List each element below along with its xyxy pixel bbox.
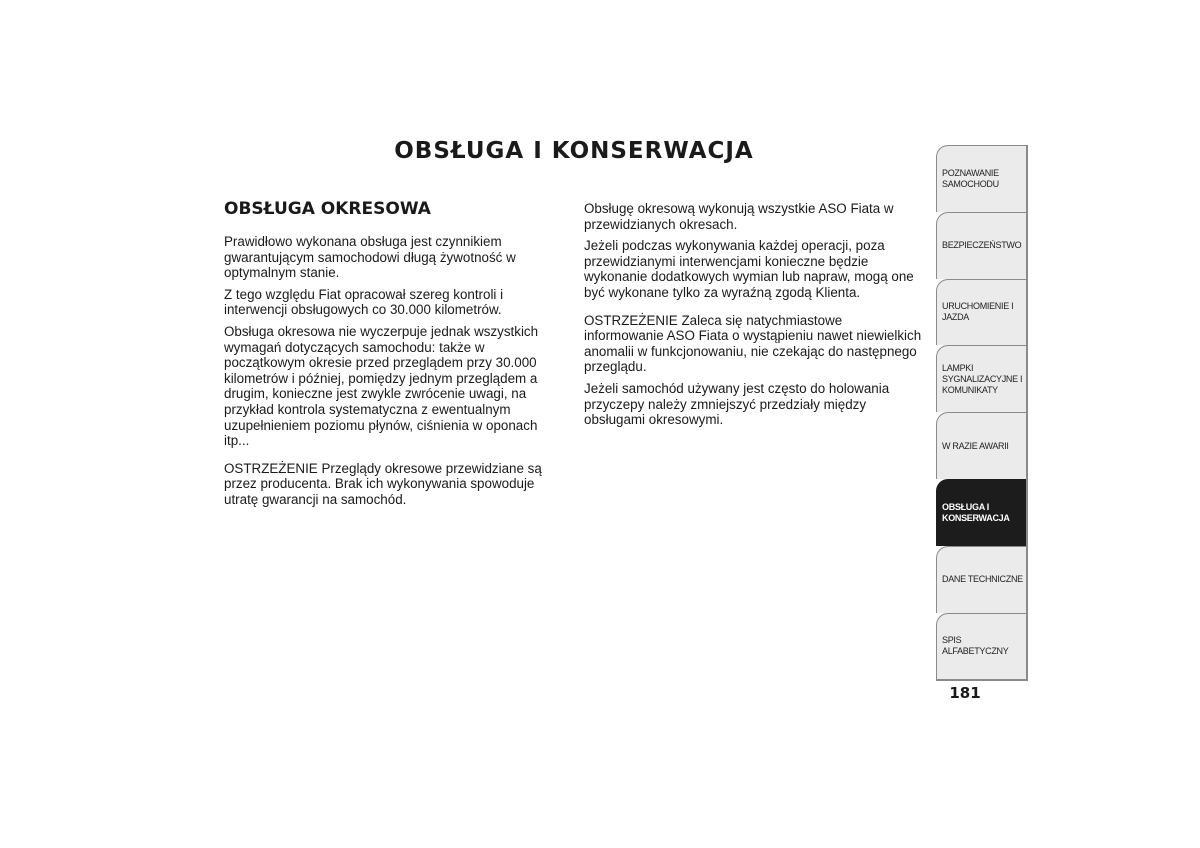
tab-label: URUCHOMIENIE I JAZDA [942,301,1014,323]
paragraph: Obsługę okresową wykonują wszystkie ASO Fiata w przewidzianych okresach. [584,201,894,232]
tab-w-razie-awarii[interactable] [936,412,1027,479]
chapter-title: OBSŁUGA I KONSERWACJA [394,138,754,164]
warning-paragraph: OSTRZEŻENIE Przeglądy okresowe przewidziane są przez producenta. Brak ich wykonywania spowoduje utratę gwarancji na samochód. [224,460,542,507]
tab-lampki-sygnalizacyjne[interactable] [936,345,1027,412]
chapter-tabs [936,145,1027,679]
tab-label: DANE TECHNICZNE [942,574,1023,585]
tab-label: POZNAWANIE SAMOCHODU [942,167,999,189]
tabs-right-border [1026,145,1028,680]
tab-bezpieczenstwo[interactable] [936,212,1027,279]
left-column [224,198,562,514]
tab-obsluga-i-konserwacja[interactable] [936,479,1027,546]
tab-label: OBSŁUGA I KONSERWACJA [942,501,1010,523]
tab-label: W RAZIE AWARII [942,440,1009,451]
paragraph: Obsługa okresowa nie wyczerpuje jednak wszystkich wymagań dotyczących samochodu: także w początkowym okresie przed przeglądem przy 30.000 kilometrów i później, pomiędzy jednym przeglądem a drugim, konieczne jest zwykle zwrócenie uwagi, na przykład kontrola systematyczna z ewentualnym uzupełnieniem poziomu płynów, ciśnienia w oponach itp... [224,323,539,449]
paragraph: Prawidłowo wykonana obsługa jest czynnikiem gwarantującym samochodowi długą żywotność w optymalnym stanie. [224,234,516,281]
tab-spis-alfabetyczny[interactable] [936,613,1027,680]
tab-label: BEZPIECZEŃSTWO [942,240,1022,251]
tab-uruchomienie-i-jazda[interactable] [936,279,1027,346]
paragraph: Jeżeli samochód używany jest często do holowania przyczepy należy zmniejszyć przedziały między obsługami okresowymi. [584,380,890,428]
page-number: 181 [949,684,981,702]
paragraph: Jeżeli podczas wykonywania każdej operacji, poza przewidzianymi interwencjami konieczne będzie wykonanie dodatkowych wymian lub napraw, mogą one być wykonane tylko za wyraźną zgodą Klienta. [584,238,914,300]
tab-label: SPIS ALFABETYCZNY [942,635,1009,657]
tab-dane-techniczne[interactable] [936,546,1027,613]
right-column [584,198,922,434]
tabs-bottom-border [936,679,1028,681]
section-heading: OBSŁUGA OKRESOWA [224,199,431,219]
warning-paragraph: OSTRZEŻENIE Zaleca się natychmiastowe informowanie ASO Fiata o wystąpieniu nawet niewielkich anomalii w funkcjonowaniu, nie czekając do następnego przeglądu. [584,312,922,375]
tab-label: LAMPKI SYGNALIZACYJNE I KOMUNIKATY [942,362,1023,395]
tab-poznawanie-samochodu[interactable] [936,145,1027,212]
paragraph: Z tego względu Fiat opracował szereg kontroli i interwencji obsługowych co 30.000 kilometrów. [224,286,504,318]
